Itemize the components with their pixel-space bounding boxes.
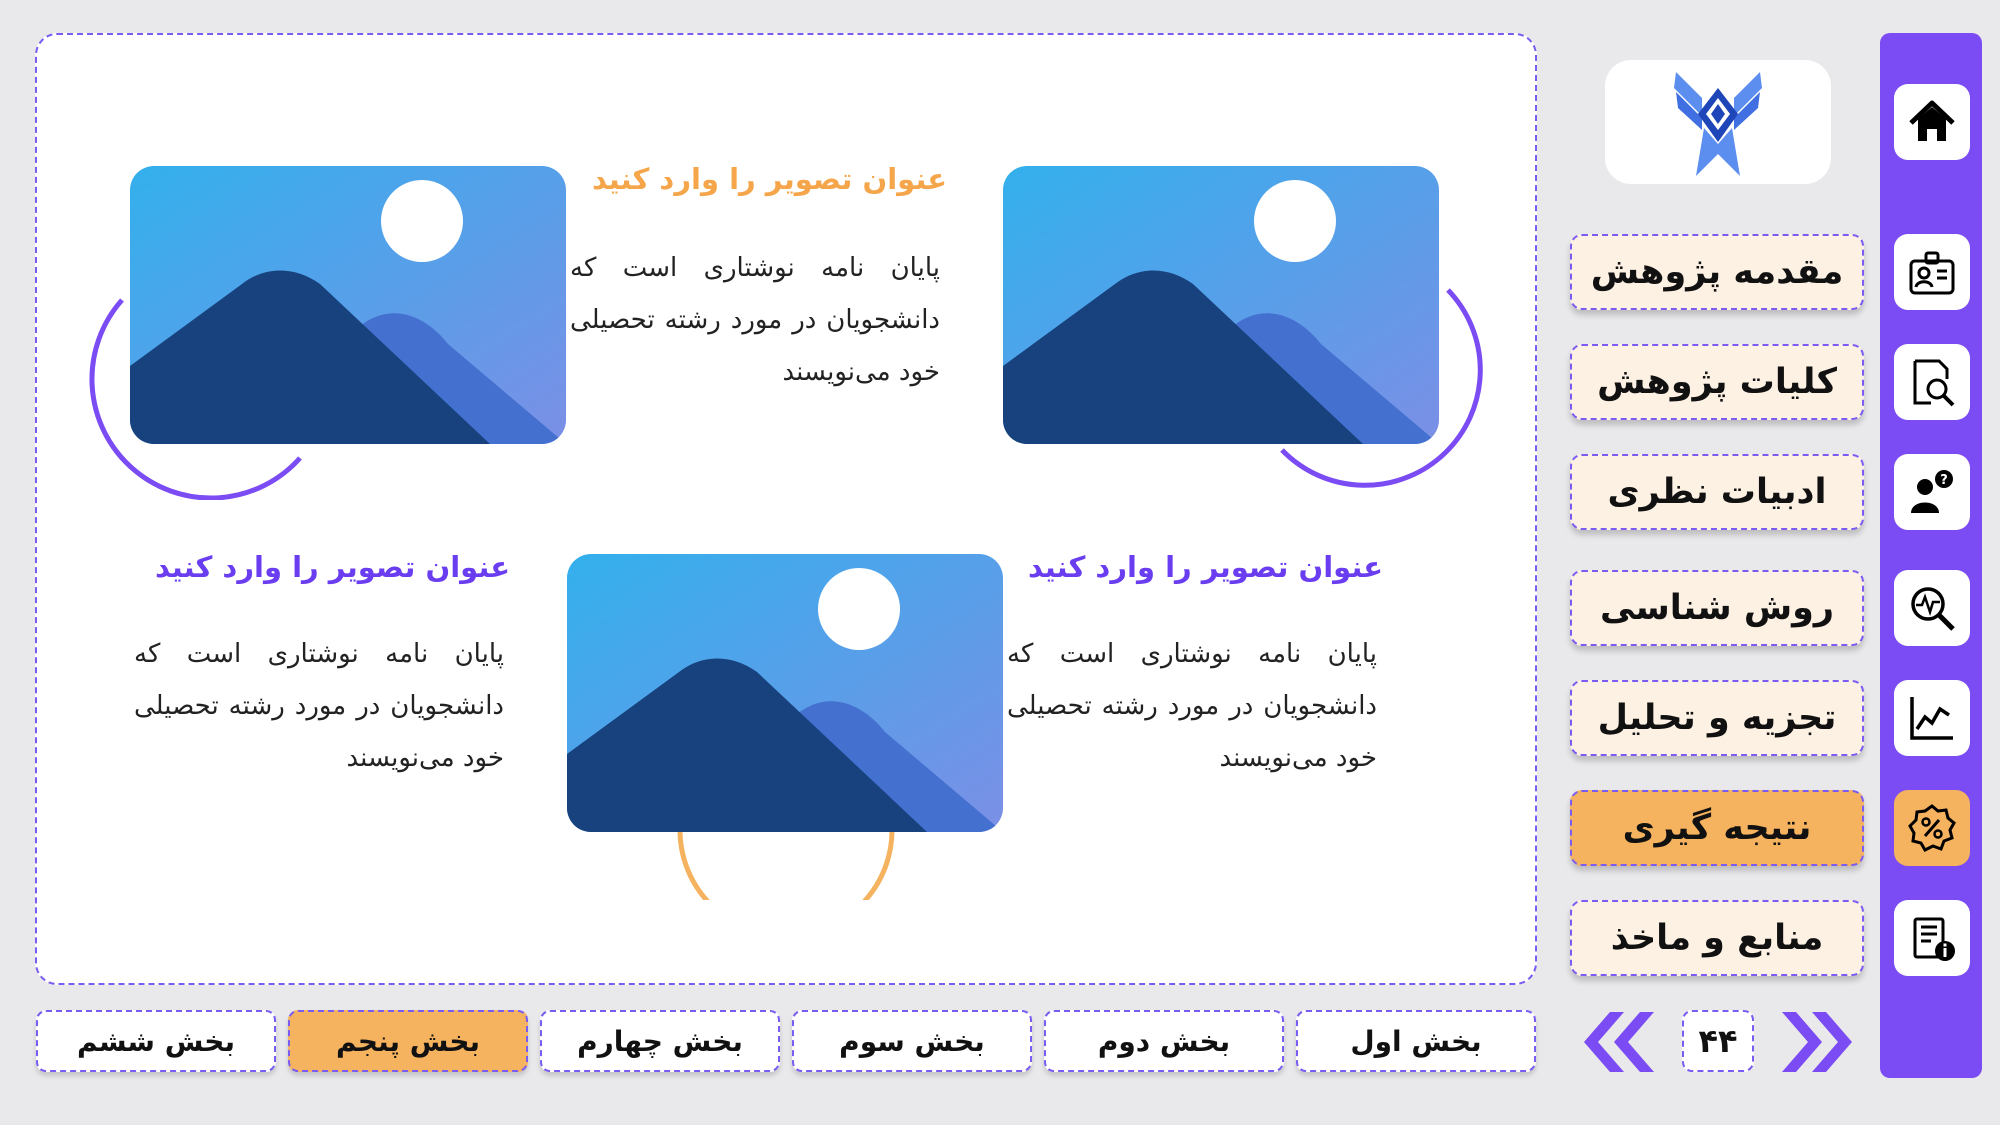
item-title-center: عنوان تصویر را وارد کنید (592, 162, 947, 196)
methodology-icon-button[interactable] (1894, 570, 1970, 646)
tab-section-4[interactable] (540, 1010, 780, 1072)
tab-label: بخش سوم (839, 1024, 985, 1058)
item-text-center: پایان نامه نوشتاری است که دانشجویان در مورد رشته تحصیلی خود می‌نویسند (570, 253, 940, 387)
image-placeholder-icon (1003, 166, 1439, 444)
home-icon (1907, 97, 1957, 147)
svg-text:?: ? (1940, 473, 1948, 488)
menu-label: مقدمه پژوهش (1590, 252, 1844, 292)
menu-label: کلیات پژوهش (1597, 362, 1837, 402)
analysis-icon-button[interactable] (1894, 680, 1970, 756)
image-placeholder-top-right[interactable] (1003, 166, 1439, 444)
id-card-icon (1907, 247, 1957, 297)
home-button[interactable] (1894, 84, 1970, 160)
menu-label: منابع و ماخذ (1610, 918, 1824, 958)
page-number-text: ۴۴ (1698, 1022, 1738, 1060)
tab-section-2[interactable] (1044, 1010, 1284, 1072)
menu-research-intro[interactable] (1570, 234, 1864, 310)
image-placeholder-bottom-center[interactable] (567, 554, 1003, 832)
double-chevron-right-icon[interactable] (1778, 1010, 1856, 1074)
document-info-icon (1907, 913, 1957, 963)
menu-analysis[interactable] (1570, 680, 1864, 756)
menu-label: نتیجه گیری (1622, 808, 1812, 848)
conclusion-icon-button[interactable] (1894, 790, 1970, 866)
tab-section-3[interactable] (792, 1010, 1032, 1072)
image-placeholder-icon (130, 166, 566, 444)
item-text-left: پایان نامه نوشتاری است که دانشجویان در مورد رشته تحصیلی خود می‌نویسند (134, 639, 504, 773)
tab-section-5[interactable] (288, 1010, 528, 1072)
logo (1605, 60, 1831, 184)
menu-methodology[interactable] (1570, 570, 1864, 646)
item-title-right: عنوان تصویر را وارد کنید (1028, 550, 1383, 584)
double-chevron-left-icon[interactable] (1580, 1010, 1658, 1074)
menu-references[interactable] (1570, 900, 1864, 976)
magnifier-pulse-icon (1907, 583, 1957, 633)
menu-research-overview[interactable] (1570, 344, 1864, 420)
menu-literature[interactable] (1570, 454, 1864, 530)
search-document-icon (1907, 357, 1957, 407)
literature-icon-button[interactable] (1894, 454, 1970, 530)
sidebar-icon-strip (1880, 33, 1982, 1078)
tab-label: بخش ششم (76, 1024, 235, 1058)
percent-badge-icon (1907, 803, 1957, 853)
intro-icon-button[interactable] (1894, 234, 1970, 310)
item-text-right: پایان نامه نوشتاری است که دانشجویان در مورد رشته تحصیلی خود می‌نویسند (1007, 639, 1377, 773)
tab-label: بخش دوم (1097, 1024, 1231, 1058)
menu-label: روش شناسی (1599, 588, 1835, 628)
tab-section-6[interactable] (36, 1010, 276, 1072)
tab-label: بخش چهارم (577, 1024, 743, 1058)
tab-label: بخش پنجم (335, 1024, 481, 1058)
menu-label: ادبیات نظری (1607, 472, 1827, 512)
image-placeholder-top-left[interactable] (130, 166, 566, 444)
image-placeholder-icon (567, 554, 1003, 832)
user-question-icon (1907, 467, 1957, 517)
item-title-left: عنوان تصویر را وارد کنید (155, 550, 510, 584)
university-logo-icon (1668, 64, 1768, 180)
page-number (1682, 1010, 1754, 1072)
tab-section-1[interactable] (1296, 1010, 1536, 1072)
references-icon-button[interactable] (1894, 900, 1970, 976)
line-chart-icon (1907, 693, 1957, 743)
menu-conclusion[interactable] (1570, 790, 1864, 866)
overview-icon-button[interactable] (1894, 344, 1970, 420)
menu-label: تجزیه و تحلیل (1597, 698, 1837, 738)
tab-label: بخش اول (1350, 1024, 1482, 1058)
